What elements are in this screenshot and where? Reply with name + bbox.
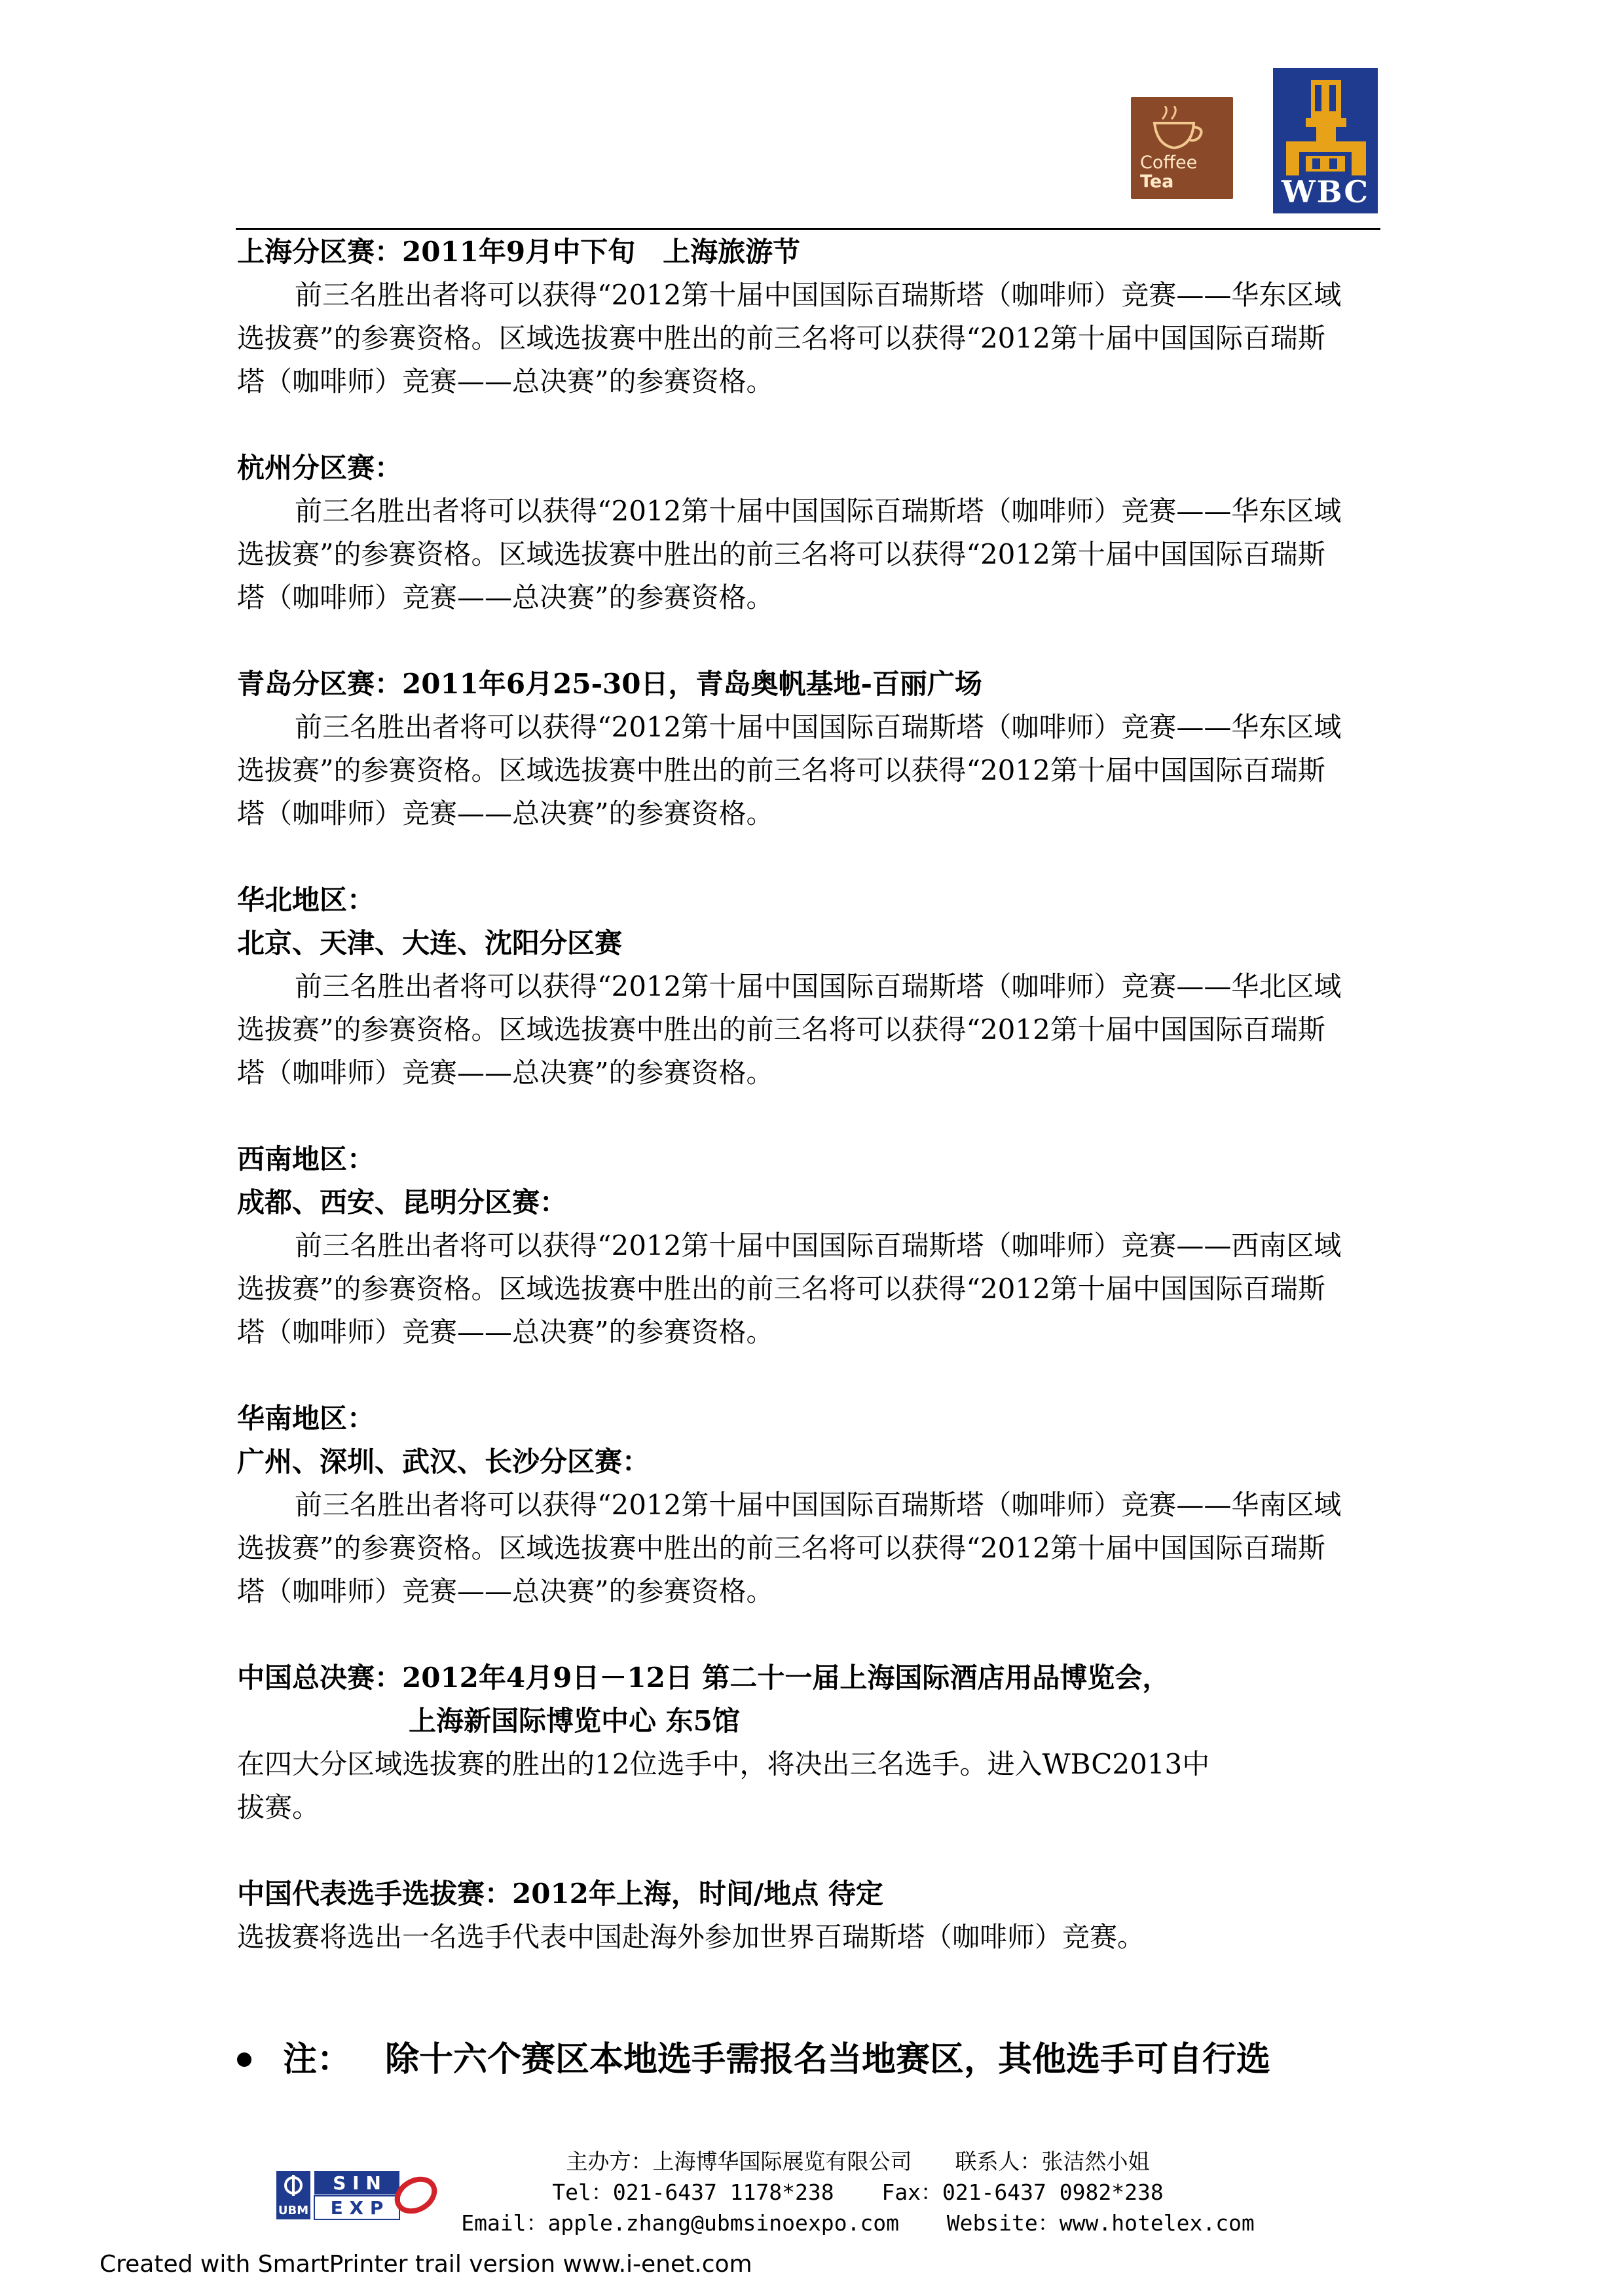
southwest-body-2: 选拔赛”的参赛资格。区域选拔赛中胜出的前三名将可以获得“2012第十届中国国际百瑞斯 [237, 1273, 1325, 1305]
watermark: Created with SmartPrinter trail version www.i-enet.com [100, 2251, 752, 2278]
hangzhou-body-1: 前三名胜出者将可以获得“2012第十届中国国际百瑞斯塔（咖啡师）竞赛——华东区域 [295, 495, 1342, 527]
shanghai-body-3: 塔（咖啡师）竞赛——总决赛”的参赛资格。 [237, 365, 774, 397]
north-body-1: 前三名胜出者将可以获得“2012第十届中国国际百瑞斯塔（咖啡师）竞赛——华北区域 [295, 970, 1342, 1002]
southwest-title: 成都、西安、昆明分区赛： [237, 1186, 568, 1218]
wbc-tamper-icon [1273, 68, 1378, 179]
qingdao-title: 青岛分区赛：2011年6月25-30日，青岛奥帆基地-百丽广场 [237, 668, 982, 700]
footer-email: Email：apple.zhang@ubmsinoexpo.com Website：www.hotelex.com [461, 2210, 1255, 2236]
final-body-1: 在四大分区域选拔赛的胜出的12位选手中，将决出三名选手。进入WBC2013中 [237, 1748, 1210, 1780]
note-label: 注： [283, 2039, 352, 2079]
document-body [237, 230, 1409, 1959]
hangzhou-body-3: 塔（咖啡师）竞赛——总决赛”的参赛资格。 [237, 581, 774, 613]
wbc-logo-text: WBC [1281, 174, 1369, 210]
bullet-icon [237, 2052, 251, 2067]
note-text: 除十六个赛区本地选手需报名当地赛区，其他选手可自行选 [385, 2039, 1271, 2079]
sinoexpo-top-text: S I N [333, 2172, 381, 2194]
footer [367, 2146, 1349, 2238]
north-body-2: 选拔赛”的参赛资格。区域选拔赛中胜出的前三名将可以获得“2012第十届中国国际百瑞斯 [237, 1013, 1325, 1046]
south-title: 广州、深圳、武汉、长沙分区赛： [237, 1446, 650, 1478]
south-body-2: 选拔赛”的参赛资格。区域选拔赛中胜出的前三名将可以获得“2012第十届中国国际百瑞斯 [237, 1532, 1325, 1564]
header-divider [236, 228, 1380, 230]
coffee-logo-line2: Tea [1140, 172, 1174, 192]
final-title-2: 上海新国际博览中心 东5馆 [409, 1705, 740, 1737]
hangzhou-body-2: 选拔赛”的参赛资格。区域选拔赛中胜出的前三名将可以获得“2012第十届中国国际百瑞斯 [237, 538, 1325, 570]
note [237, 2036, 1416, 2083]
representative-body: 选拔赛将选出一名选手代表中国赴海外参加世界百瑞斯塔（咖啡师）竞赛。 [237, 1921, 1145, 1953]
north-title: 北京、天津、大连、沈阳分区赛 [237, 927, 623, 959]
south-region: 华南地区： [237, 1402, 375, 1434]
coffee-cup-icon [1143, 106, 1221, 158]
southwest-body-1: 前三名胜出者将可以获得“2012第十届中国国际百瑞斯塔（咖啡师）竞赛——西南区域 [295, 1230, 1342, 1262]
north-region: 华北地区： [237, 884, 375, 916]
wbc-logo [1273, 68, 1378, 213]
shanghai-title: 上海分区赛：2011年9月中下旬 上海旅游节 [237, 236, 801, 268]
representative-title: 中国代表选手选拔赛：2012年上海，时间/地点 待定 [237, 1878, 883, 1910]
qingdao-body-3: 塔（咖啡师）竞赛——总决赛”的参赛资格。 [237, 797, 774, 829]
southwest-body-3: 塔（咖啡师）竞赛——总决赛”的参赛资格。 [237, 1316, 774, 1348]
south-body-1: 前三名胜出者将可以获得“2012第十届中国国际百瑞斯塔（咖啡师）竞赛——华南区域 [295, 1489, 1342, 1521]
final-title-1: 中国总决赛：2012年4月9日－12日 第二十一届上海国际酒店用品博览会， [237, 1662, 1170, 1694]
shanghai-body-1: 前三名胜出者将可以获得“2012第十届中国国际百瑞斯塔（咖啡师）竞赛——华东区域 [295, 279, 1342, 311]
sinoexpo-bottom-text: E X P [330, 2197, 384, 2219]
hangzhou-title: 杭州分区赛： [237, 452, 403, 484]
southwest-region: 西南地区： [237, 1143, 375, 1175]
footer-organizer: 主办方：上海博华国际展览有限公司 联系人：张洁然小姐 [566, 2149, 1150, 2174]
south-body-3: 塔（咖啡师）竞赛——总决赛”的参赛资格。 [237, 1575, 774, 1607]
qingdao-body-1: 前三名胜出者将可以获得“2012第十届中国国际百瑞斯塔（咖啡师）竞赛——华东区域 [295, 711, 1342, 743]
shanghai-body-2: 选拔赛”的参赛资格。区域选拔赛中胜出的前三名将可以获得“2012第十届中国国际百瑞斯 [237, 322, 1325, 354]
final-body-2: 拔赛。 [237, 1791, 320, 1823]
coffee-tea-logo [1131, 97, 1233, 199]
coffee-logo-line1: Coffee [1140, 153, 1198, 173]
north-body-3: 塔（咖啡师）竞赛——总决赛”的参赛资格。 [237, 1057, 774, 1089]
qingdao-body-2: 选拔赛”的参赛资格。区域选拔赛中胜出的前三名将可以获得“2012第十届中国国际百瑞斯 [237, 754, 1325, 786]
footer-phone: Tel：021-6437 1178*238 Fax：021-6437 0982*238 [552, 2179, 1164, 2205]
ubm-text: UBM [278, 2204, 309, 2217]
